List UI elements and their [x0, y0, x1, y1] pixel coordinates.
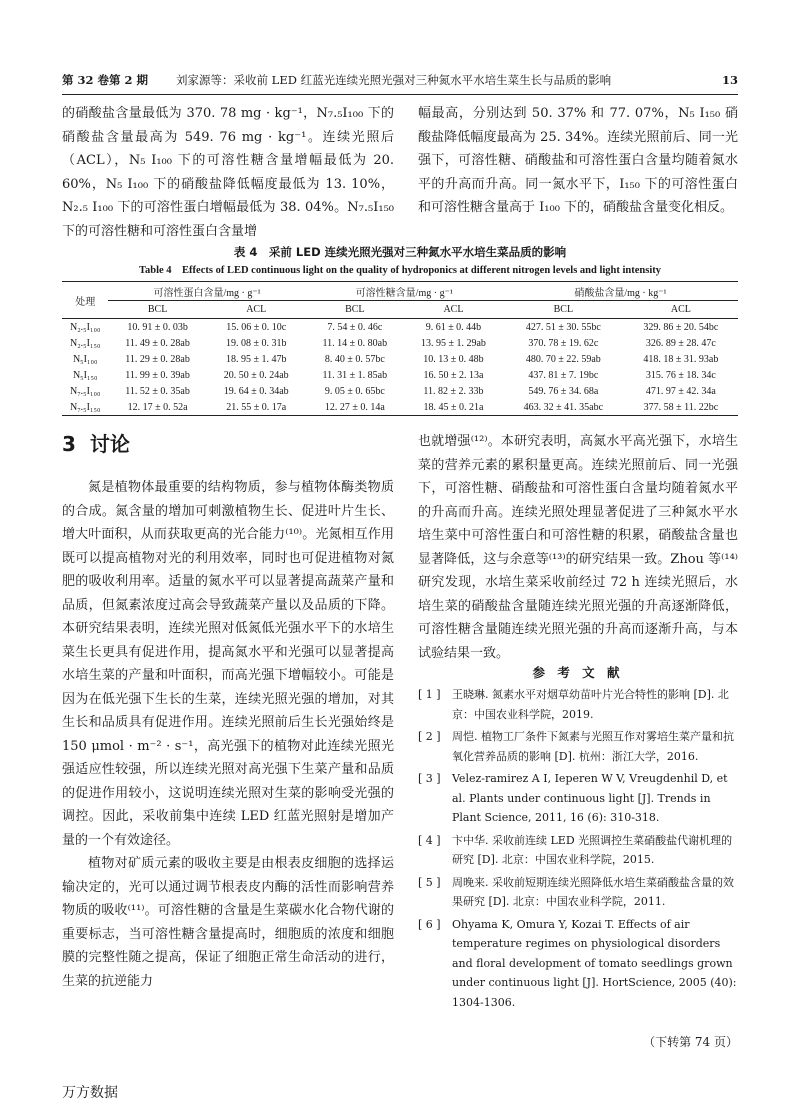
value-cell: 11. 82 ± 2. 33b [423, 385, 484, 397]
section-heading [62, 428, 144, 457]
reference-number: [ 2 ] [418, 730, 441, 743]
group-header-protein: 可溶性蛋白含量/mg · g⁻¹ [108, 282, 305, 301]
value-cell: 418. 18 ± 31. 93ab [643, 353, 719, 365]
table-row [62, 319, 738, 336]
section-title: 讨论 [89, 432, 130, 456]
value-cell: 370. 78 ± 19. 62c [528, 337, 599, 349]
reference-text: 周晚来. 采收前短期连续光照降低水培生菜硝酸盐含量的效果研究 [D]. 北京：中国农业科学院，2011. [452, 875, 734, 908]
value-cell: 12. 27 ± 0. 14a [306, 399, 404, 416]
value-cell: 10. 91 ± 0. 03b [127, 321, 188, 333]
value-cell: 377. 58 ± 11. 22bc [624, 399, 738, 416]
value-cell: 9. 61 ± 0. 44b [425, 321, 482, 333]
table-row [62, 383, 738, 399]
reference-item [418, 915, 738, 1013]
reference-number: [ 1 ] [418, 688, 441, 701]
paragraph: 植物对矿质元素的吸收主要是由根表皮细胞的选择运输决定的，光可以通过调节根表皮内酶的活性而影响营养物质的吸收⁽¹¹⁾。可溶性糖的含量是生菜碳水化合物代谢的重要标志，当可溶性糖含量提高时，细胞质的浓度和细胞膜的完整性随之提高，保证了细胞正常生命活动的进行，生菜的抗逆能力 [62, 856, 394, 989]
treatment-cell: N₇.₅I₁₅₀ [62, 399, 108, 416]
value-cell: 18. 45 ± 0. 21a [404, 399, 503, 416]
value-cell: 15. 06 ± 0. 10c [226, 321, 287, 333]
value-cell: 11. 52 ± 0. 35ab [125, 385, 190, 397]
value-cell: 18. 95 ± 1. 47b [225, 353, 287, 365]
subheader: ACL [624, 301, 738, 319]
value-cell: 19. 64 ± 0. 34ab [223, 385, 289, 397]
value-cell: 427. 51 ± 30. 55bc [525, 321, 601, 333]
treatment-cell: N₅I₁₅₀ [72, 369, 98, 381]
reference-text: 王晓琳. 氮素水平对烟草幼苗叶片光合特性的影响 [D]. 北京：中国农业科学院，2019. [452, 688, 729, 721]
group-header-sugar: 可溶性糖含量/mg · g⁻¹ [306, 282, 503, 301]
paragraph: 氮是植物体最重要的结构物质，参与植物体酶类物质的合成。氮含量的增加可刺激植物生长、促进叶片生长、增大叶面积，从而获取更高的光合能力⁽¹⁰⁾。光氮相互作用既可以提高植物对光的利用效率，同时也可促进植物对氮肥的吸收利用率。适量的氮水平可以显著提高蔬菜产量和品质，但氮素浓度过高会导致蔬菜产量以及品质的下降。本研究结果表明，连续光照对低氮低光强水平下的水培生菜生长更具有促进作用，提高氮水平和光强可以显著提高水培生菜的产量和叶面积，而高光强下增幅较小。可能是因为在低光强下生长的生菜，连续光照光强的增加，对其生长和品质具有促进作用。连续光照前后生长光强始终是 150 μmol · m⁻² · s⁻¹，高光强下的植物对此连续光照光强适应性较强，所以连续光照对高光强下生菜产量和品质的促进作用较小，这说明连续光照对生菜的影响受光强的调控。因此，采收前集中连续 LED 红蓝光照射是增加产量的一个有效途径。 [62, 480, 394, 848]
discussion-right-column [418, 430, 738, 665]
running-title: 刘家源等：采收前 LED 红蓝光连续光照光强对三种氮水平水培生菜生长与品质的影响 [176, 73, 612, 87]
reference-number: [ 5 ] [418, 875, 441, 889]
value-cell: 329. 86 ± 20. 54bc [643, 321, 719, 333]
reference-text: Velez-ramirez A I, Ieperen W V, Vreugdenhil D, et al. Plants under continuous light [J]. Trends in Plant Science, 2011, 16 (6): 310-318. [452, 772, 728, 824]
subheader: BCL [503, 301, 624, 319]
value-cell: 11. 29 ± 0. 28ab [125, 353, 190, 365]
table-row [62, 351, 738, 367]
table-body [62, 319, 738, 416]
treatment-header: 处理 [62, 282, 108, 319]
reference-item [418, 727, 738, 766]
page-number: 13 [721, 73, 738, 87]
reference-item [418, 685, 738, 724]
value-cell: 13. 95 ± 1. 29ab [420, 337, 486, 349]
reference-text: 周恺. 植物工厂条件下氮素与光照互作对雾培生菜产量和抗氧化营养品质的影响 [D]. 杭州：浙江大学，2016. [452, 730, 734, 763]
value-cell: 7. 54 ± 0. 46c [327, 321, 383, 333]
right-column-continuation: 幅最高，分别达到 50. 37% 和 77. 07%，N₅ I₁₅₀ 硝酸盐降低幅度最高为 25. 34%。连续光照前后、同一光强下，可溶性糖、硝酸盐和可溶性蛋白含量均随着氮水平的升高而升高。同一氮水平下，I₁₅₀ 下的可溶性蛋白和可溶性糖含量高于 I₁₀₀ 下的，硝酸盐含量变化相反。 [418, 106, 738, 215]
table-row [62, 399, 738, 416]
running-header [62, 70, 738, 90]
subheader: ACL [207, 301, 306, 319]
table-row [62, 335, 738, 351]
value-cell: 8. 40 ± 0. 57bc [324, 353, 385, 365]
references-title: 参 考 文 献 [532, 665, 624, 680]
value-cell: 11. 99 ± 0. 39ab [125, 369, 190, 381]
value-cell: 12. 17 ± 0. 52a [108, 399, 206, 416]
value-cell: 20. 50 ± 0. 24ab [223, 369, 289, 381]
continued-note: （下转第 74 页） [643, 1035, 738, 1049]
treatment-cell: N₂.₅I₁₅₀ [69, 337, 101, 349]
treatment-cell: N₂.₅I₁₀₀ [69, 321, 101, 333]
reference-item [418, 873, 738, 912]
subheader: ACL [404, 301, 503, 319]
group-header-nitrate: 硝酸盐含量/mg · kg⁻¹ [503, 282, 738, 301]
value-cell: 549. 76 ± 34. 68a [528, 385, 599, 397]
reference-text: 卞中华. 采收前连续 LED 光照调控生菜硝酸盐代谢机理的研究 [D]. 北京：中国农业科学院，2015. [452, 833, 733, 866]
watermark: 万方数据 [62, 1085, 118, 1101]
value-cell: 10. 13 ± 0. 48b [423, 353, 484, 365]
subheader: BCL [306, 301, 404, 319]
value-cell: 471. 97 ± 42. 34a [645, 385, 716, 397]
value-cell: 11. 49 ± 0. 28ab [125, 337, 190, 349]
reference-list [418, 685, 738, 1015]
subheader: BCL [108, 301, 206, 319]
table-caption-cn: 表 4 采前 LED 连续光照光强对三种氮水平水培生菜品质的影响 [233, 245, 567, 259]
table-row [62, 367, 738, 383]
volume-issue: 第 32 卷第 2 期 [62, 73, 149, 87]
discussion-left-column [62, 476, 394, 993]
value-cell: 11. 14 ± 0. 80ab [322, 337, 388, 349]
reference-item [418, 831, 738, 870]
paragraph: 也就增强⁽¹²⁾。本研究表明，高氮水平高光强下，水培生菜的营养元素的累积量更高。连续光照前后、同一光强下，可溶性糖、硝酸盐和可溶性蛋白含量均随着氮水平的升高而升高。连续光照处理显著促进了三种氮水平水培生菜中可溶性蛋白和可溶性糖的积累，硝酸盐含量也显著降低，这与余意等⁽¹³⁾的研究结果一致。Zhou 等⁽¹⁴⁾研究发现，水培生菜采收前经过 72 h 连续光照后，水培生菜的硝酸盐含量随连续光照光强的升高逐渐降低，可溶性糖含量随连续光照光强的升高而逐渐升高，与本试验结果一致。 [418, 434, 738, 661]
value-cell: 19. 08 ± 0. 31b [225, 337, 287, 349]
reference-text: Ohyama K, Omura Y, Kozai T. Effects of air temperature regimes on physiological disorders and floral development of tomato seedlings grown under continuous light [J]. HortScience, 2005 (40): 1304-1306. [452, 917, 737, 1009]
value-cell: 315. 76 ± 18. 34c [645, 369, 716, 381]
reference-number: [ 6 ] [418, 917, 441, 931]
header-rule [62, 94, 738, 95]
quality-table [62, 281, 738, 416]
reference-number: [ 3 ] [418, 772, 441, 785]
left-column-continuation: 的硝酸盐含量最低为 370. 78 mg · kg⁻¹，N₇.₅I₁₀₀ 下的硝酸盐含量最高为 549. 76 mg · kg⁻¹。连续光照后（ACL），N₅ I₁₀₀ 下的可溶性糖含量增幅最低为 20. 60%，N₅ I₁₀₀ 下的硝酸盐降低幅度最低为 13. 10%，N₂.₅ I₁₀₀ 下的可溶性蛋白增幅最低为 38. 04%。N₇.₅I₁₅₀ 下的可溶性糖和可溶性蛋白含量增 [62, 106, 394, 239]
value-cell: 9. 05 ± 0. 65bc [324, 385, 385, 397]
value-cell: 16. 50 ± 2. 13a [423, 369, 484, 381]
value-cell: 437. 81 ± 7. 19bc [528, 369, 599, 381]
value-cell: 11. 31 ± 1. 85ab [322, 369, 388, 381]
section-number: 3 [62, 432, 76, 456]
value-cell: 463. 32 ± 41. 35abc [503, 399, 624, 416]
treatment-cell: N₇.₅I₁₀₀ [69, 385, 101, 397]
reference-number: [ 4 ] [418, 833, 441, 847]
value-cell: 21. 55 ± 0. 17a [207, 399, 306, 416]
table-caption-en: Table 4 Effects of LED continuous light on the quality of hydroponics at different nitrogen levels and light intensity [138, 265, 662, 276]
value-cell: 480. 70 ± 22. 59ab [525, 353, 601, 365]
value-cell: 326. 89 ± 28. 47c [645, 337, 716, 349]
treatment-cell: N₅I₁₀₀ [72, 353, 98, 365]
reference-item [418, 769, 738, 828]
